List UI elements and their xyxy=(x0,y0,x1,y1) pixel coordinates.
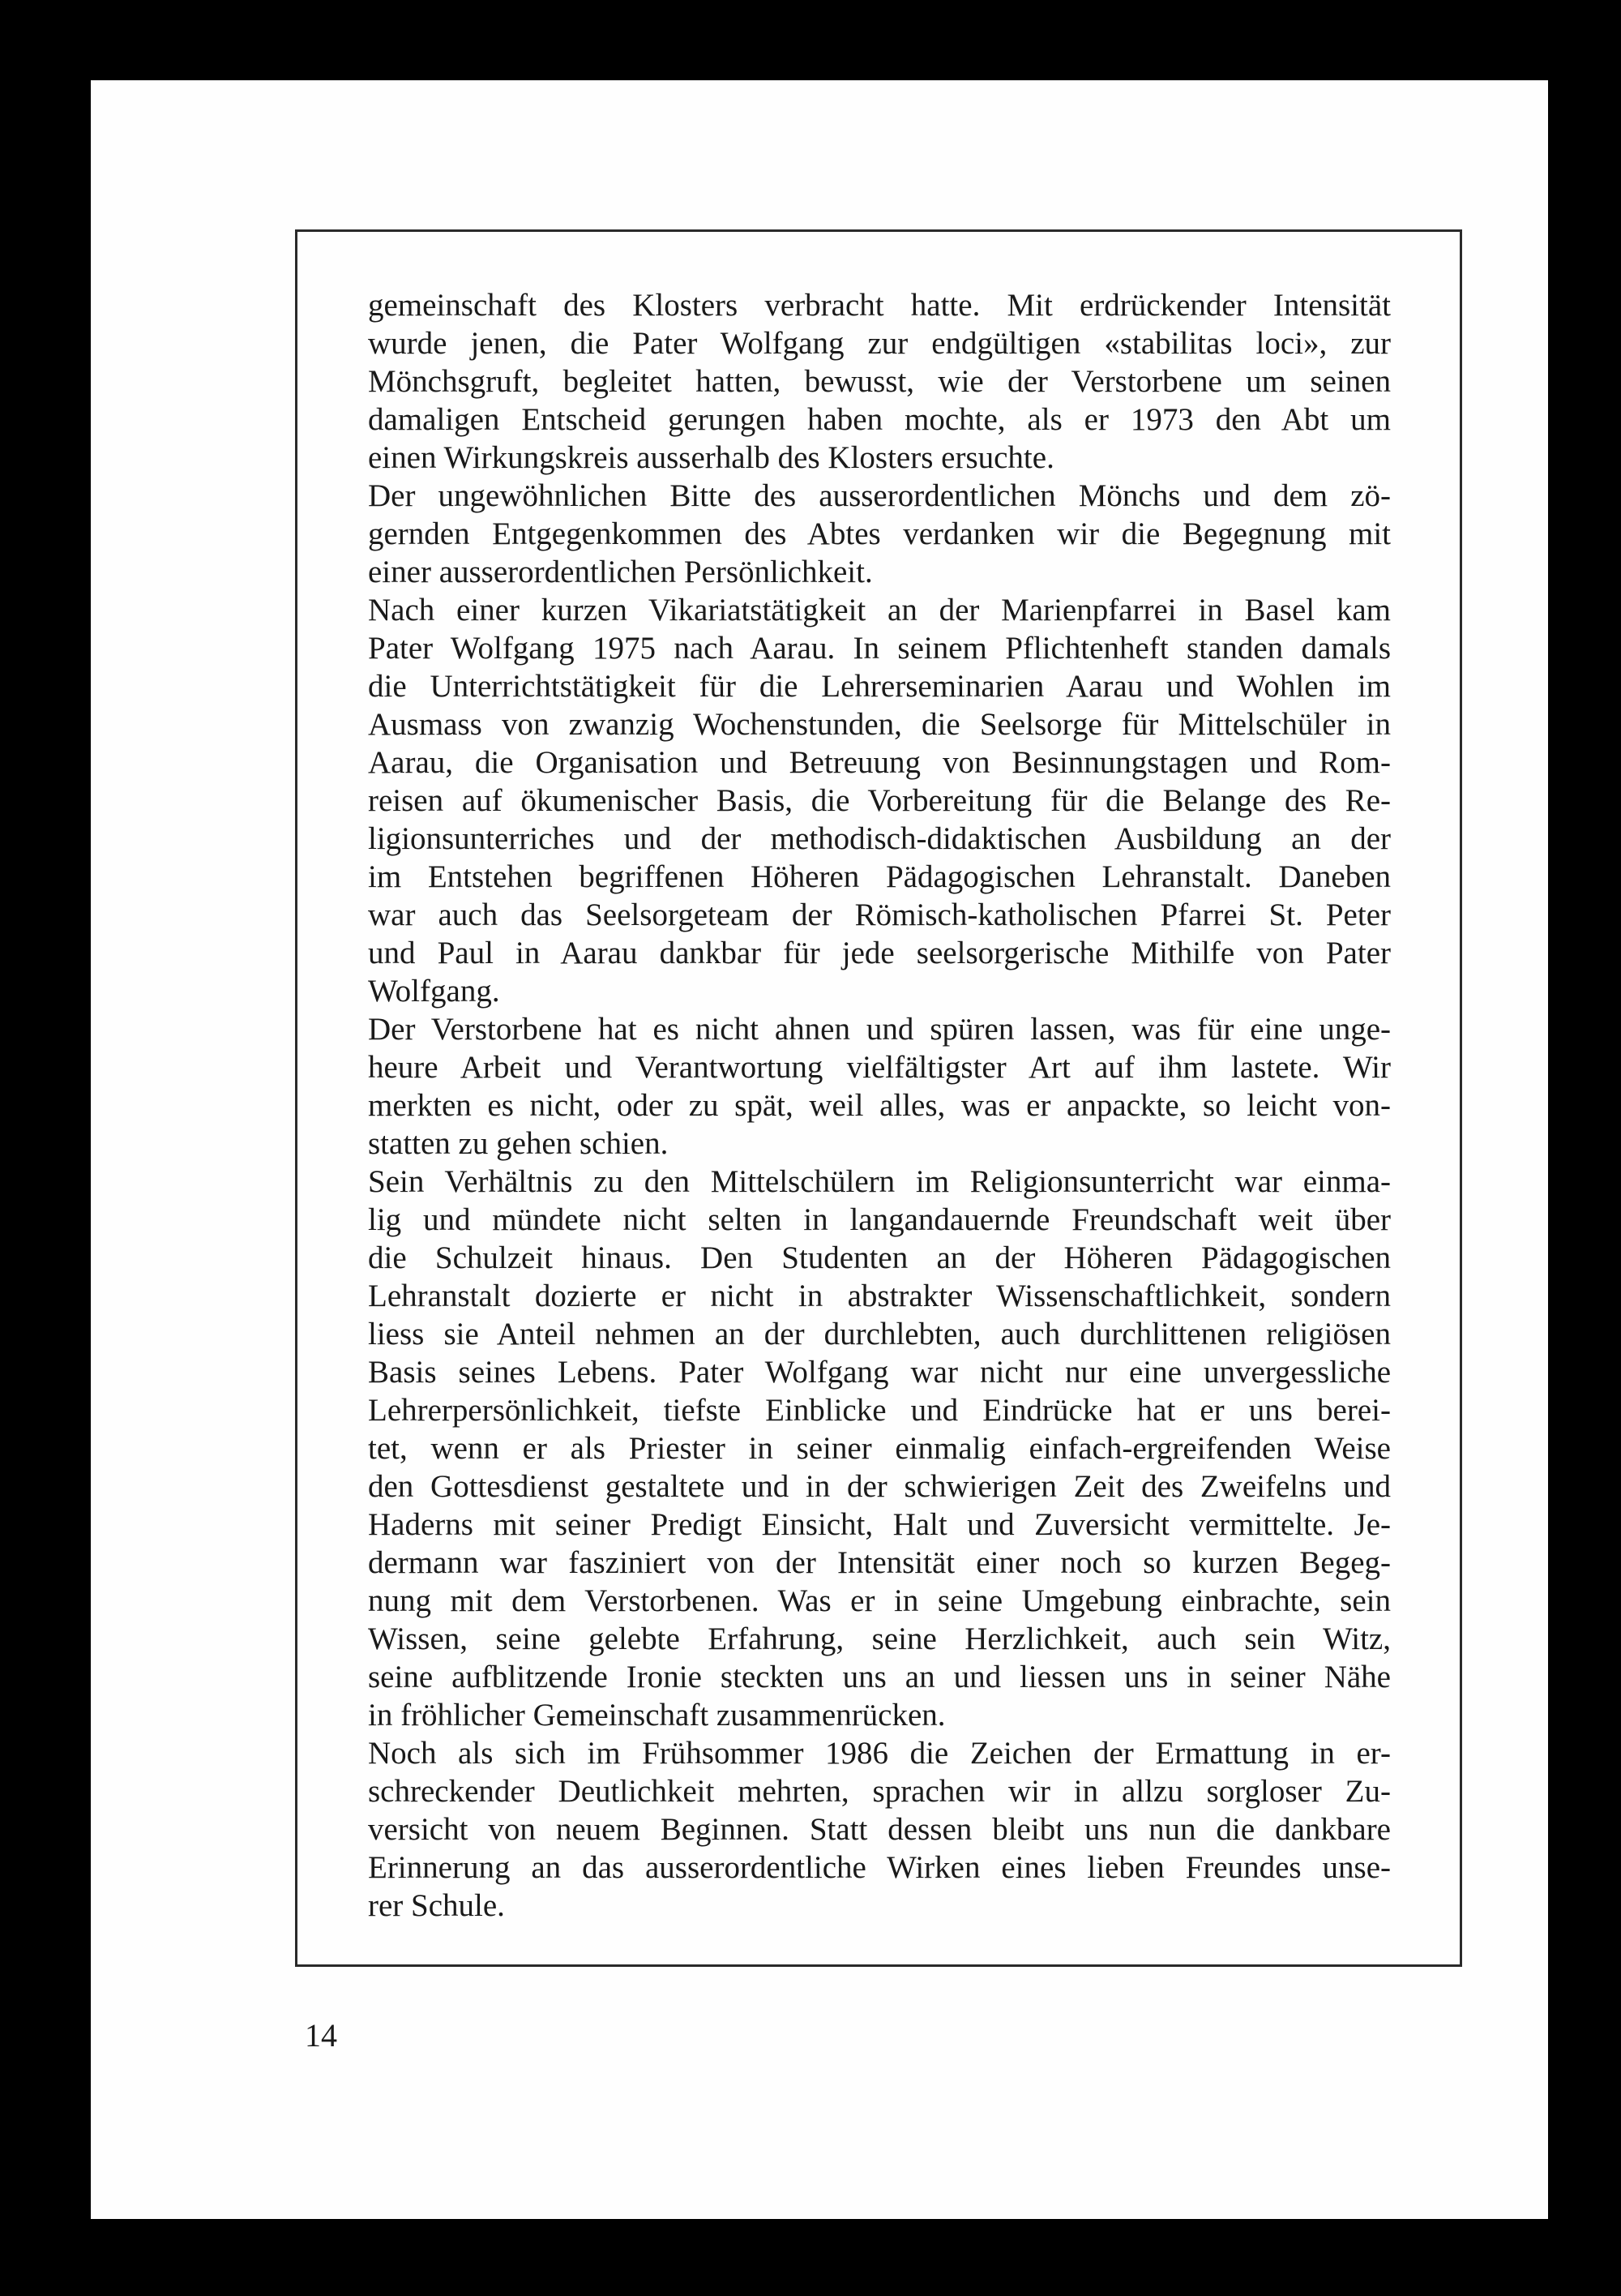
text-line: merkten es nicht, oder zu spät, weil alles, was er anpackte, so leicht von- xyxy=(368,1088,1391,1123)
text-line: heure Arbeit und Verantwortung vielfältigster Art auf ihm lastete. Wir xyxy=(368,1050,1391,1085)
text-line: Nach einer kurzen Vikariatstätigkeit an der Marienpfarrei in Basel kam xyxy=(368,593,1391,628)
text-line: nung mit dem Verstorbenen. Was er in seine Umgebung einbrachte, sein xyxy=(368,1583,1391,1618)
text-line: reisen auf ökumenischer Basis, die Vorbereitung für die Belange des Re- xyxy=(368,783,1391,818)
paragraph xyxy=(368,477,1391,591)
text-line: lig und mündete nicht selten in langandauernde Freundschaft weit über xyxy=(368,1202,1391,1237)
text-line: wurde jenen, die Pater Wolfgang zur endgültigen «stabilitas loci», zur xyxy=(368,326,1391,361)
text-line: gemeinschaft des Klosters verbracht hatte. Mit erdrückender Intensität xyxy=(368,288,1391,323)
text-line: Erinnerung an das ausserordentliche Wirken eines lieben Freundes unse- xyxy=(368,1850,1391,1885)
text-line: rer Schule. xyxy=(368,1888,505,1923)
text-line: einen Wirkungskreis ausserhalb des Klosters ersuchte. xyxy=(368,440,1054,475)
text-line: Der Verstorbene hat es nicht ahnen und spüren lassen, was für eine unge- xyxy=(368,1012,1391,1047)
text-line: Noch als sich im Frühsommer 1986 die Zeichen der Ermattung in er- xyxy=(368,1736,1391,1771)
paragraph xyxy=(368,1010,1391,1163)
body-text xyxy=(368,286,1391,1925)
text-line: und Paul in Aarau dankbar für jede seelsorgerische Mithilfe von Pater xyxy=(368,936,1391,970)
text-line: Ausmass von zwanzig Wochenstunden, die Seelsorge für Mittelschüler in xyxy=(368,707,1391,742)
text-line: den Gottesdienst gestaltete und in der schwierigen Zeit des Zweifelns und xyxy=(368,1469,1391,1504)
text-line: Der ungewöhnlichen Bitte des ausserordentlichen Mönchs und dem zö- xyxy=(368,478,1391,513)
text-line: Lehrerpersönlichkeit, tiefste Einblicke und Eindrücke hat er uns berei- xyxy=(368,1393,1391,1428)
text-line: Sein Verhältnis zu den Mittelschülern im Religionsunterricht war einma- xyxy=(368,1164,1391,1199)
page-number: 14 xyxy=(305,2017,337,2054)
text-line: schreckender Deutlichkeit mehrten, sprachen wir in allzu sorgloser Zu- xyxy=(368,1774,1391,1809)
text-line: Mönchsgruft, begleitet hatten, bewusst, wie der Verstorbene um seinen xyxy=(368,364,1391,399)
text-line: Wolfgang. xyxy=(368,974,500,1009)
text-line: dermann war fasziniert von der Intensität einer noch so kurzen Begeg- xyxy=(368,1545,1391,1580)
text-line: gernden Entgegenkommen des Abtes verdanken wir die Begegnung mit xyxy=(368,516,1391,551)
text-line: Aarau, die Organisation und Betreuung von Besinnungstagen und Rom- xyxy=(368,745,1391,780)
text-line: versicht von neuem Beginnen. Statt dessen bleibt uns nun die dankbare xyxy=(368,1812,1391,1847)
text-line: die Unterrichtstätigkeit für die Lehrerseminarien Aarau und Wohlen im xyxy=(368,669,1391,704)
paragraph xyxy=(368,1734,1391,1925)
text-line: im Entstehen begriffenen Höheren Pädagogischen Lehranstalt. Daneben xyxy=(368,859,1391,894)
text-line: damaligen Entscheid gerungen haben mochte, als er 1973 den Abt um xyxy=(368,402,1391,437)
text-line: Wissen, seine gelebte Erfahrung, seine Herzlichkeit, auch sein Witz, xyxy=(368,1621,1391,1656)
text-line: Pater Wolfgang 1975 nach Aarau. In seinem Pflichtenheft standen damals xyxy=(368,631,1391,666)
text-line: die Schulzeit hinaus. Den Studenten an der Höheren Pädagogischen xyxy=(368,1240,1391,1275)
text-line: Lehranstalt dozierte er nicht in abstrakter Wissenschaftlichkeit, sondern xyxy=(368,1279,1391,1313)
paragraph xyxy=(368,591,1391,1010)
paragraph xyxy=(368,1163,1391,1734)
text-line: liess sie Anteil nehmen an der durchlebten, auch durchlittenen religiösen xyxy=(368,1317,1391,1351)
text-line: war auch das Seelsorgeteam der Römisch-katholischen Pfarrei St. Peter xyxy=(368,897,1391,932)
text-line: einer ausserordentlichen Persönlichkeit. xyxy=(368,555,873,589)
text-line: seine aufblitzende Ironie steckten uns an und liessen uns in seiner Nähe xyxy=(368,1660,1391,1694)
text-line: tet, wenn er als Priester in seiner einmalig einfach-ergreifenden Weise xyxy=(368,1431,1391,1466)
text-line: ligionsunterriches und der methodisch-didaktischen Ausbildung an der xyxy=(368,821,1391,856)
text-line: in fröhlicher Gemeinschaft zusammenrücken. xyxy=(368,1698,946,1733)
text-line: statten zu gehen schien. xyxy=(368,1126,669,1161)
paragraph xyxy=(368,286,1391,477)
text-line: Haderns mit seiner Predigt Einsicht, Halt und Zuversicht vermittelte. Je- xyxy=(368,1507,1391,1542)
text-line: Basis seines Lebens. Pater Wolfgang war nicht nur eine unvergessliche xyxy=(368,1355,1391,1390)
